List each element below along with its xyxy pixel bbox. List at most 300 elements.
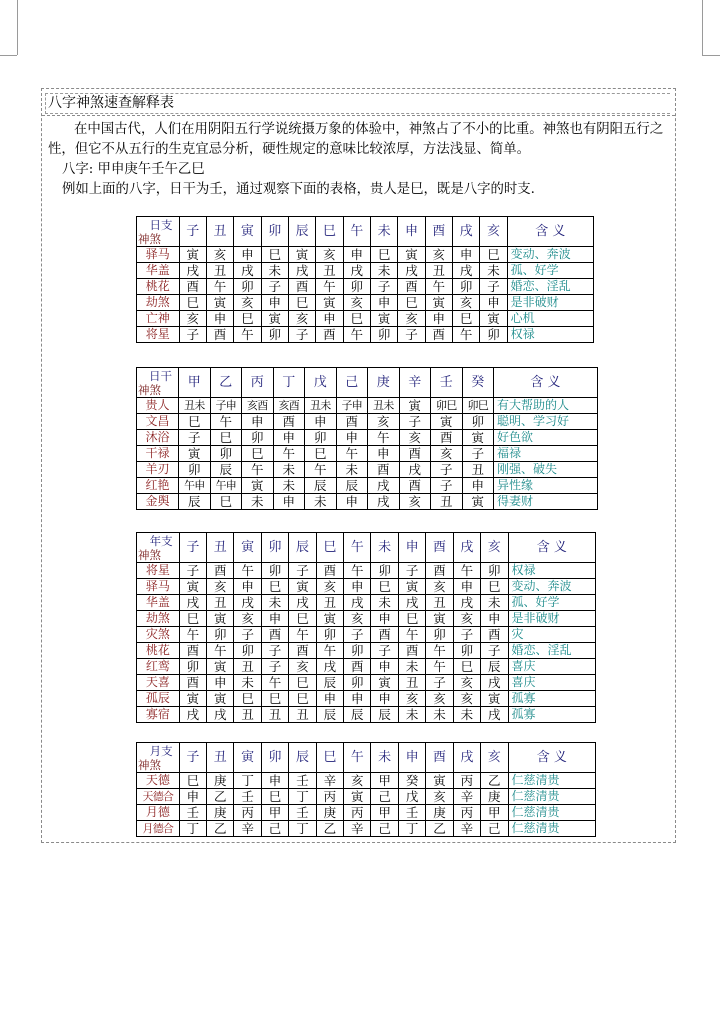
column-header: 戌 [453,533,480,563]
table-cell: 辰 [210,462,242,478]
column-header: 辰 [289,743,316,773]
corner-mark-top-right [702,55,720,56]
table-cell: 己 [481,821,508,837]
table-cell: 酉 [206,327,233,343]
column-header: 卯 [261,743,288,773]
table-cell: 申 [179,789,206,805]
table-cell: 戊 [398,789,425,805]
table-cell: 酉 [398,643,425,659]
table-cell: 丑 [431,494,463,510]
table-cell: 寅 [370,311,397,327]
table-cell: 亥 [368,414,400,430]
table-cell: 子 [261,659,288,675]
table-row [137,627,596,643]
column-header: 未 [371,743,398,773]
column-header: 未 [370,217,397,247]
table-row [137,611,596,627]
table-cell: 巳 [481,579,508,595]
table-cell: 丑 [425,263,452,279]
table-cell: 戌 [316,659,343,675]
table-cell: 乙 [481,773,508,789]
table-cell: 午 [234,563,261,579]
row-label: 寡宿 [137,707,180,723]
table-cell: 亥 [207,579,234,595]
table-cell: 巳 [261,247,288,263]
table-cell: 巳 [305,446,337,462]
example-text: 例如上面的八字，日干为壬，通过观察下面的表格，贵人是巳，既是八字的时支. [62,182,535,197]
table-cell: 午 [452,327,479,343]
table-cell: 巳 [371,579,398,595]
table-cell: 申 [234,579,261,595]
row-label: 月德合 [137,821,180,837]
table-cell: 未 [234,675,261,691]
column-header: 辰 [289,533,316,563]
meaning-header: 含 义 [508,743,595,773]
table-cell: 酉 [425,327,452,343]
table-cell: 辰 [481,659,508,675]
table-cell: 酉 [289,643,316,659]
meaning-cell: 变动、奔波 [507,247,593,263]
table-cell: 戌 [399,462,431,478]
table-header-row [137,368,598,398]
table-header-row [137,533,596,563]
column-header: 子 [179,217,206,247]
table-cell: 子 [462,446,494,462]
column-header: 癸 [462,368,494,398]
table-cell: 巳 [179,773,206,789]
table-cell: 申 [481,611,508,627]
table-cell: 乙 [207,821,234,837]
table-cell: 丁 [289,821,316,837]
table-row [137,279,594,295]
table-cell: 寅 [179,691,206,707]
table-cell: 丁 [179,821,206,837]
table-cell: 申 [370,295,397,311]
table-cell: 未 [273,478,305,494]
table-cell: 子 [288,327,315,343]
table-cell: 子 [453,627,480,643]
row-label: 天德 [137,773,180,789]
table-cell: 戌 [207,707,234,723]
table-cell: 子 [481,643,508,659]
table-cell: 戌 [289,595,316,611]
meaning-header: 含 义 [507,217,593,247]
meaning-cell: 聪明、学习好 [494,414,598,430]
table-cell: 辛 [344,821,371,837]
table-cell: 未 [426,707,453,723]
table-cell: 甲 [371,773,398,789]
table-row [137,579,596,595]
row-label: 金舆 [137,494,179,510]
meaning-cell: 变动、奔波 [508,579,595,595]
table-cell: 申 [453,579,480,595]
table-cell: 午 [242,462,274,478]
meaning-cell: 灾 [508,627,595,643]
table-cell: 亥 [426,691,453,707]
table-row [137,563,596,579]
column-header: 辛 [399,368,431,398]
table-cell: 卯 [462,414,494,430]
meaning-cell: 心机 [507,311,593,327]
table-cell: 壬 [179,805,206,821]
meaning-cell: 仁慈清贵 [508,789,595,805]
meaning-cell: 孤寡 [508,691,595,707]
table-cell: 寅 [179,446,211,462]
table-cell: 午 [344,563,371,579]
meaning-cell: 婚恋、淫乱 [508,643,595,659]
table-cell: 巳 [210,430,242,446]
column-header: 寅 [234,743,261,773]
table-row [137,430,598,446]
table-cell: 戌 [453,595,480,611]
table-cell: 巳 [179,295,206,311]
meaning-cell: 喜庆 [508,675,595,691]
table-cell: 己 [371,789,398,805]
table-cell: 午 [316,643,343,659]
table-cell: 未 [480,263,507,279]
table-row [137,414,598,430]
table-cell: 亥 [179,311,206,327]
table-cell: 申 [316,311,343,327]
table-cell: 未 [371,595,398,611]
column-header: 酉 [426,743,453,773]
meaning-cell: 好色欲 [494,430,598,446]
column-header: 酉 [426,533,453,563]
table-cell: 巳 [398,611,425,627]
table-cell: 午 [179,627,206,643]
corner-bottom-label: 神煞 [138,758,161,772]
table-row [137,643,596,659]
table-cell: 寅 [206,295,233,311]
table-cell: 寅 [462,494,494,510]
table-cell: 午 [426,643,453,659]
title-row [42,89,675,116]
table-cell: 午 [206,279,233,295]
table-cell: 酉 [431,430,463,446]
row-label: 月德 [137,805,180,821]
table-cell: 戌 [368,494,400,510]
table-row [137,311,594,327]
table-cell: 寅 [426,773,453,789]
table-cell: 酉 [398,279,425,295]
table-cell: 辰 [179,494,211,510]
table-cell: 丑 [426,595,453,611]
table-cell: 巳 [370,247,397,263]
table-cell: 寅 [316,611,343,627]
table-cell: 未 [336,462,368,478]
table-cell: 甲 [481,805,508,821]
table-cell: 卯 [234,643,261,659]
table-cell: 申 [371,611,398,627]
table-cell: 丑 [206,263,233,279]
table-cell: 午 [336,446,368,462]
table-cell: 亥 [453,611,480,627]
table-cell: 卯 [452,279,479,295]
table-cell: 辰 [371,707,398,723]
corner-header-cell [137,533,180,563]
table-cell: 酉 [261,627,288,643]
column-header: 申 [398,533,425,563]
row-label: 驿马 [137,247,180,263]
meaning-cell: 福禄 [494,446,598,462]
column-header: 未 [371,533,398,563]
column-header: 巳 [316,743,343,773]
table-month-branch [136,742,596,837]
corner-top-label: 年支 [149,534,173,548]
table-cell: 寅 [288,247,315,263]
table-cell: 午 [453,563,480,579]
table-cell: 乙 [316,821,343,837]
table-cell: 子 [480,279,507,295]
table-cell: 午 [343,327,370,343]
table-cell: 申 [336,430,368,446]
table-cell: 申 [316,691,343,707]
table-cell: 辰 [305,478,337,494]
table-cell: 丑 [398,675,425,691]
example-bazi: 八字: 甲申庚午壬午乙巳 [62,162,205,177]
table-cell: 卯巳 [462,398,494,414]
table-cell: 午 [305,462,337,478]
row-label: 红鸾 [137,659,180,675]
table-cell: 酉 [316,327,343,343]
table-cell: 午申 [210,478,242,494]
meaning-cell: 仁慈清贵 [508,773,595,789]
table-row [137,805,596,821]
table-cell: 丑 [462,462,494,478]
table-cell: 申 [344,691,371,707]
table-cell: 庚 [207,805,234,821]
table-cell: 壬 [398,805,425,821]
table-cell: 申 [207,675,234,691]
table-cell: 申 [452,247,479,263]
table-cell: 寅 [462,430,494,446]
table-cell: 丙 [234,805,261,821]
table-row [137,707,596,723]
table-cell: 壬 [289,805,316,821]
meaning-cell: 权禄 [507,327,593,343]
column-header: 丑 [207,533,234,563]
table-cell: 子 [179,563,206,579]
table-cell: 庚 [207,773,234,789]
table-cell: 辛 [234,821,261,837]
table-cell: 卯 [344,675,371,691]
column-header: 亥 [480,217,507,247]
row-label: 劫煞 [137,611,180,627]
table-cell: 戌 [481,675,508,691]
table-row [137,446,598,462]
table-cell: 亥 [344,773,371,789]
table-cell: 巳 [480,247,507,263]
column-header: 庚 [368,368,400,398]
table-cell: 丁 [289,789,316,805]
row-label: 天德合 [137,789,180,805]
table-cell: 子申 [336,398,368,414]
table-cell: 亥 [453,691,480,707]
table-cell: 巳 [261,789,288,805]
table-cell: 寅 [242,478,274,494]
table-cell: 戌 [179,595,206,611]
table-cell: 辛 [453,789,480,805]
meaning-cell: 是非破财 [507,295,593,311]
table-cell: 申 [344,579,371,595]
meaning-cell: 孤、好学 [508,595,595,611]
table-cell: 卯 [207,627,234,643]
column-header: 午 [344,743,371,773]
table-cell: 巳 [452,311,479,327]
table-cell: 甲 [261,805,288,821]
table-row [137,773,596,789]
table-cell: 亥 [399,430,431,446]
column-header: 亥 [481,533,508,563]
row-label: 将星 [137,327,180,343]
table-cell: 丑未 [179,398,211,414]
column-header: 卯 [261,217,288,247]
table-cell: 子 [398,327,425,343]
row-label: 亡神 [137,311,180,327]
meaning-header: 含 义 [494,368,598,398]
row-label: 贵人 [137,398,179,414]
table-cell: 巳 [398,295,425,311]
table-cell: 卯 [210,446,242,462]
table-cell: 寅 [207,691,234,707]
table-cell: 亥 [344,611,371,627]
table-cell: 午 [289,627,316,643]
table-cell: 戌 [343,263,370,279]
table-cell: 酉 [426,563,453,579]
table-cell: 申 [462,478,494,494]
table-cell: 卯 [179,659,206,675]
table-cell: 寅 [316,295,343,311]
table-cell: 丙 [453,805,480,821]
table-cell: 卯 [261,563,288,579]
column-header: 午 [343,217,370,247]
table-cell: 亥 [316,247,343,263]
row-label: 驿马 [137,579,180,595]
table-cell: 申 [480,295,507,311]
table-cell: 戌 [288,263,315,279]
row-label: 天喜 [137,675,180,691]
table-cell: 戌 [398,595,425,611]
table-cell: 寅 [289,579,316,595]
table-cell: 卯 [481,563,508,579]
table-cell: 子 [179,430,211,446]
table-cell: 辰 [316,675,343,691]
row-label: 沐浴 [137,430,179,446]
table-cell: 亥 [234,611,261,627]
table-cell: 子 [261,279,288,295]
table-cell: 子 [398,563,425,579]
table-cell: 子 [289,563,316,579]
column-header: 酉 [425,217,452,247]
table-cell: 戌 [234,595,261,611]
table-cell: 癸 [398,773,425,789]
table-cell: 寅 [371,675,398,691]
table-cell: 亥 [426,579,453,595]
table-cell: 申 [368,446,400,462]
table-row [137,659,596,675]
meaning-cell: 孤寡 [508,707,595,723]
row-label: 文昌 [137,414,179,430]
table-cell: 戌 [344,595,371,611]
table-cell: 亥 [206,247,233,263]
table-row [137,494,598,510]
table-cell: 未 [481,595,508,611]
column-header: 申 [398,217,425,247]
table-cell: 寅 [179,579,206,595]
column-header: 寅 [234,533,261,563]
table-cell: 亥 [452,295,479,311]
table-cell: 亥 [316,579,343,595]
table-cell: 己 [371,821,398,837]
column-header: 辰 [288,217,315,247]
table-cell: 午 [273,446,305,462]
table-cell: 子 [399,414,431,430]
column-header: 丑 [207,743,234,773]
table-cell: 寅 [431,414,463,430]
table-cell: 亥 [426,789,453,805]
table-row [137,478,598,494]
table-cell: 酉 [179,279,206,295]
corner-mark-left [17,0,18,55]
table-cell: 巳 [179,414,211,430]
table-cell: 酉 [368,462,400,478]
corner-mark-right [702,0,703,55]
table-cell: 巳 [261,691,288,707]
table-row [137,462,598,478]
column-header: 己 [336,368,368,398]
table-cell: 卯 [480,327,507,343]
table-cell: 卯 [344,643,371,659]
table-cell: 申 [371,659,398,675]
table-cell: 寅 [425,295,452,311]
table-cell: 午 [368,430,400,446]
row-label: 灾煞 [137,627,180,643]
table-cell: 壬 [234,789,261,805]
corner-bottom-label: 神煞 [138,548,161,562]
table-cell: 庚 [481,789,508,805]
table-cell: 子 [371,643,398,659]
table-cell: 亥 [288,311,315,327]
row-label: 劫煞 [137,295,180,311]
table-cell: 亥 [398,691,425,707]
table-cell: 未 [261,263,288,279]
table-cell: 巳 [289,611,316,627]
column-header: 壬 [431,368,463,398]
table-cell: 子 [431,478,463,494]
table-cell: 寅 [480,311,507,327]
table-cell: 辰 [316,707,343,723]
table-header-row [137,217,594,247]
meaning-cell: 得妻财 [494,494,598,510]
table-cell: 午 [425,279,452,295]
column-header: 戌 [452,217,479,247]
row-label: 干禄 [137,446,179,462]
row-label: 华盖 [137,263,180,279]
table-cell: 亥 [453,675,480,691]
table-cell: 酉 [179,675,206,691]
table-cell: 戌 [179,263,206,279]
table-cell: 甲 [371,805,398,821]
corner-top-label: 日支 [149,218,173,232]
table-cell: 寅 [261,311,288,327]
table-cell: 寅 [207,611,234,627]
table-cell: 丑 [234,707,261,723]
table-cell: 申 [261,611,288,627]
table-cell: 寅 [344,789,371,805]
meaning-cell: 有大帮助的人 [494,398,598,414]
column-header: 丙 [242,368,274,398]
table-cell: 卯 [453,643,480,659]
